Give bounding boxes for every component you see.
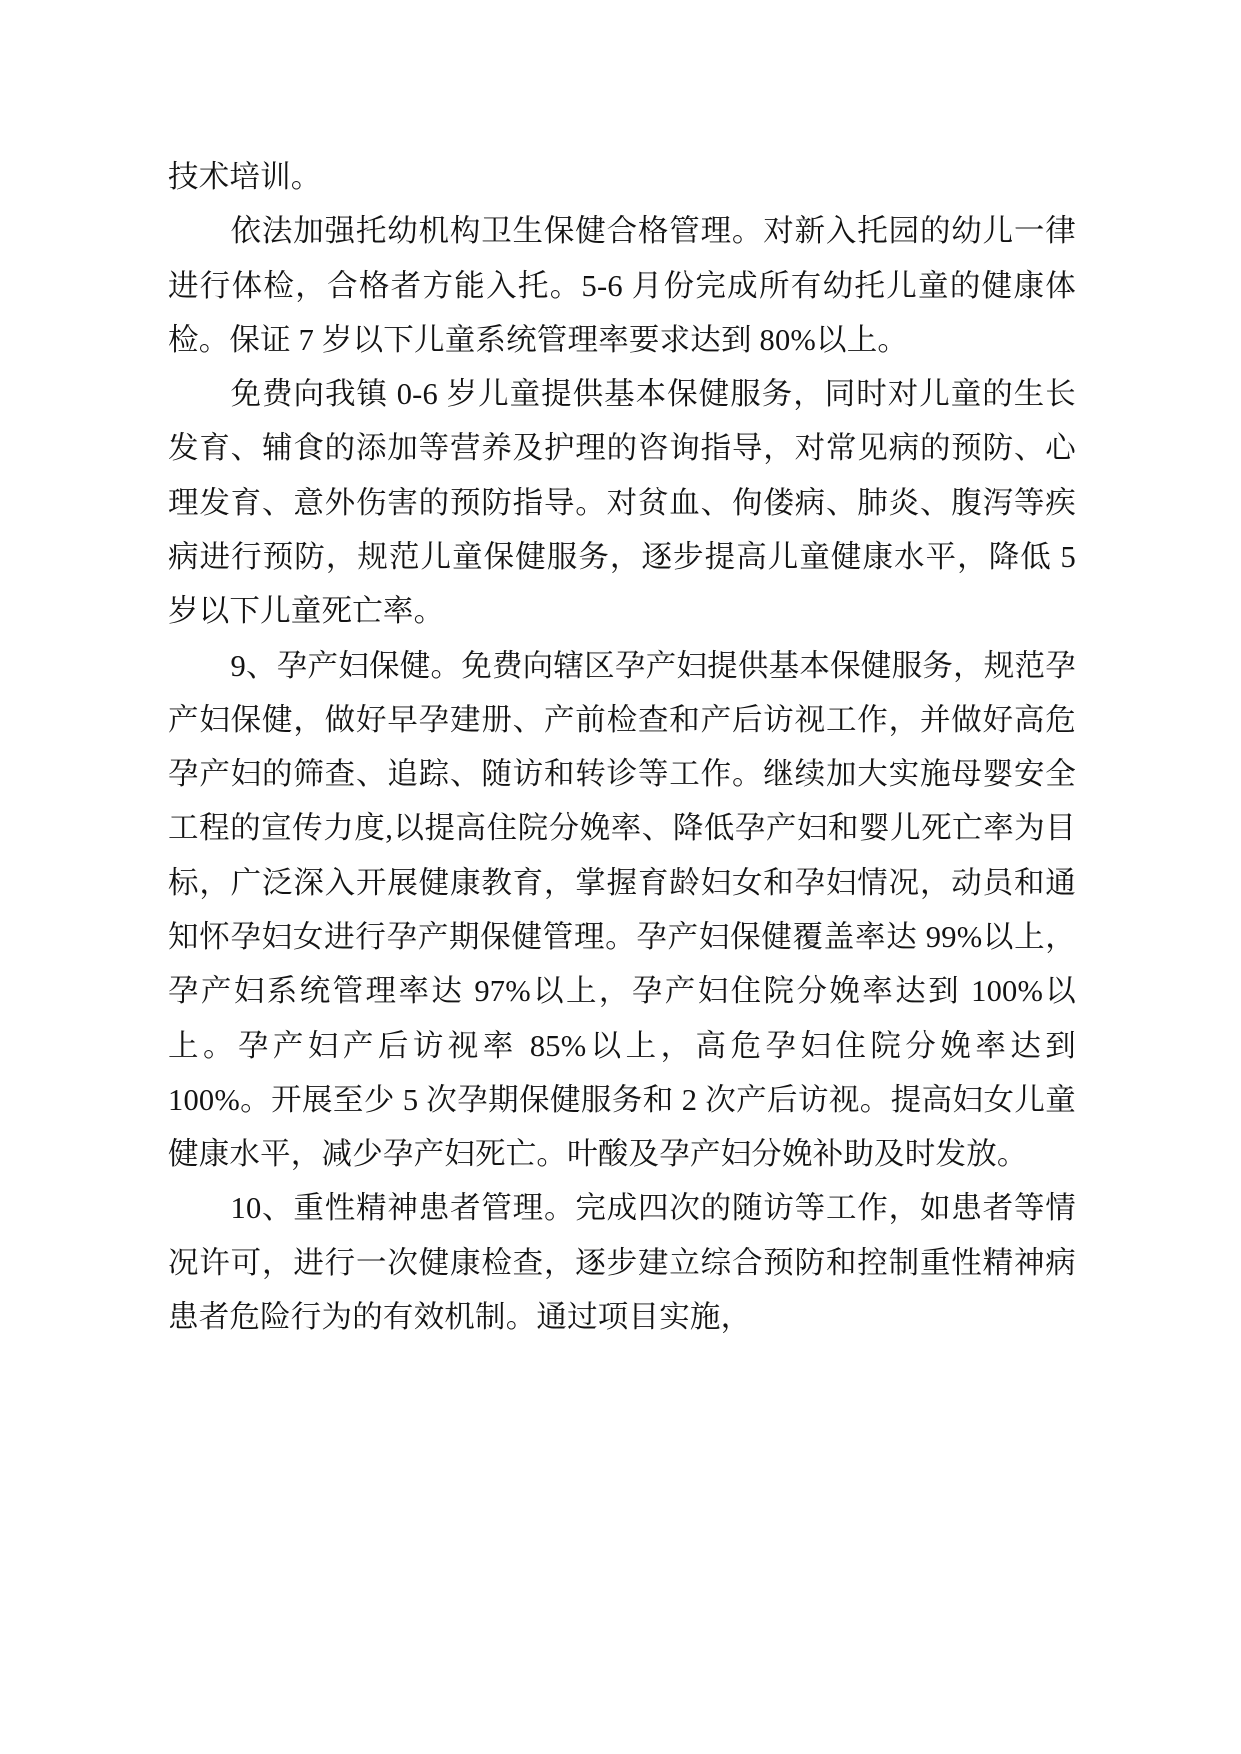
document-body (168, 150, 1076, 1344)
paragraph-5: 10、重性精神患者管理。完成四次的随访等工作，如患者等情况许可，进行一次健康检查，逐步建立综合预防和控制重性精神病患者危险行为的有效机制。通过项目实施， (168, 1191, 1076, 1334)
paragraph-4: 9、孕产妇保健。免费向辖区孕产妇提供基本保健服务，规范孕产妇保健，做好早孕建册、产前检查和产后访视工作，并做好高危孕产妇的筛查、追踪、随访和转诊等工作。继续加大实施母婴安全工程的宣传力度,以提高住院分娩率、降低孕产妇和婴儿死亡率为目标，广泛深入开展健康教育，掌握育龄妇女和孕妇情况，动员和通知怀孕妇女进行孕产期保健管理。孕产妇保健覆盖率达 99%以上，孕产妇系统管理率达 97%以上，孕产妇住院分娩率达到 100%以上。孕产妇产后访视率 85%以上，高危孕妇住院分娩率达到 100%。开展至少 5 次孕期保健服务和 2 次产后访视。提高妇女儿童健康水平，减少孕产妇死亡。叶酸及孕产妇分娩补助及时发放。 (168, 648, 1076, 1172)
paragraph-3: 免费向我镇 0-6 岁儿童提供基本保健服务，同时对儿童的生长发育、辅食的添加等营养及护理的咨询指导，对常见病的预防、心理发育、意外伤害的预防指导。对贫血、佝偻病、肺炎、腹泻等疾病进行预防，规范儿童保健服务，逐步提高儿童健康水平，降低 5 岁以下儿童死亡率。 (168, 377, 1076, 629)
paragraph-1: 技术培训。 (168, 160, 322, 194)
paragraph-2: 依法加强托幼机构卫生保健合格管理。对新入托园的幼儿一律进行体检，合格者方能入托。5-6 月份完成所有幼托儿童的健康体检。保证 7 岁以下儿童系统管理率要求达到 80%以上。 (168, 214, 1076, 357)
